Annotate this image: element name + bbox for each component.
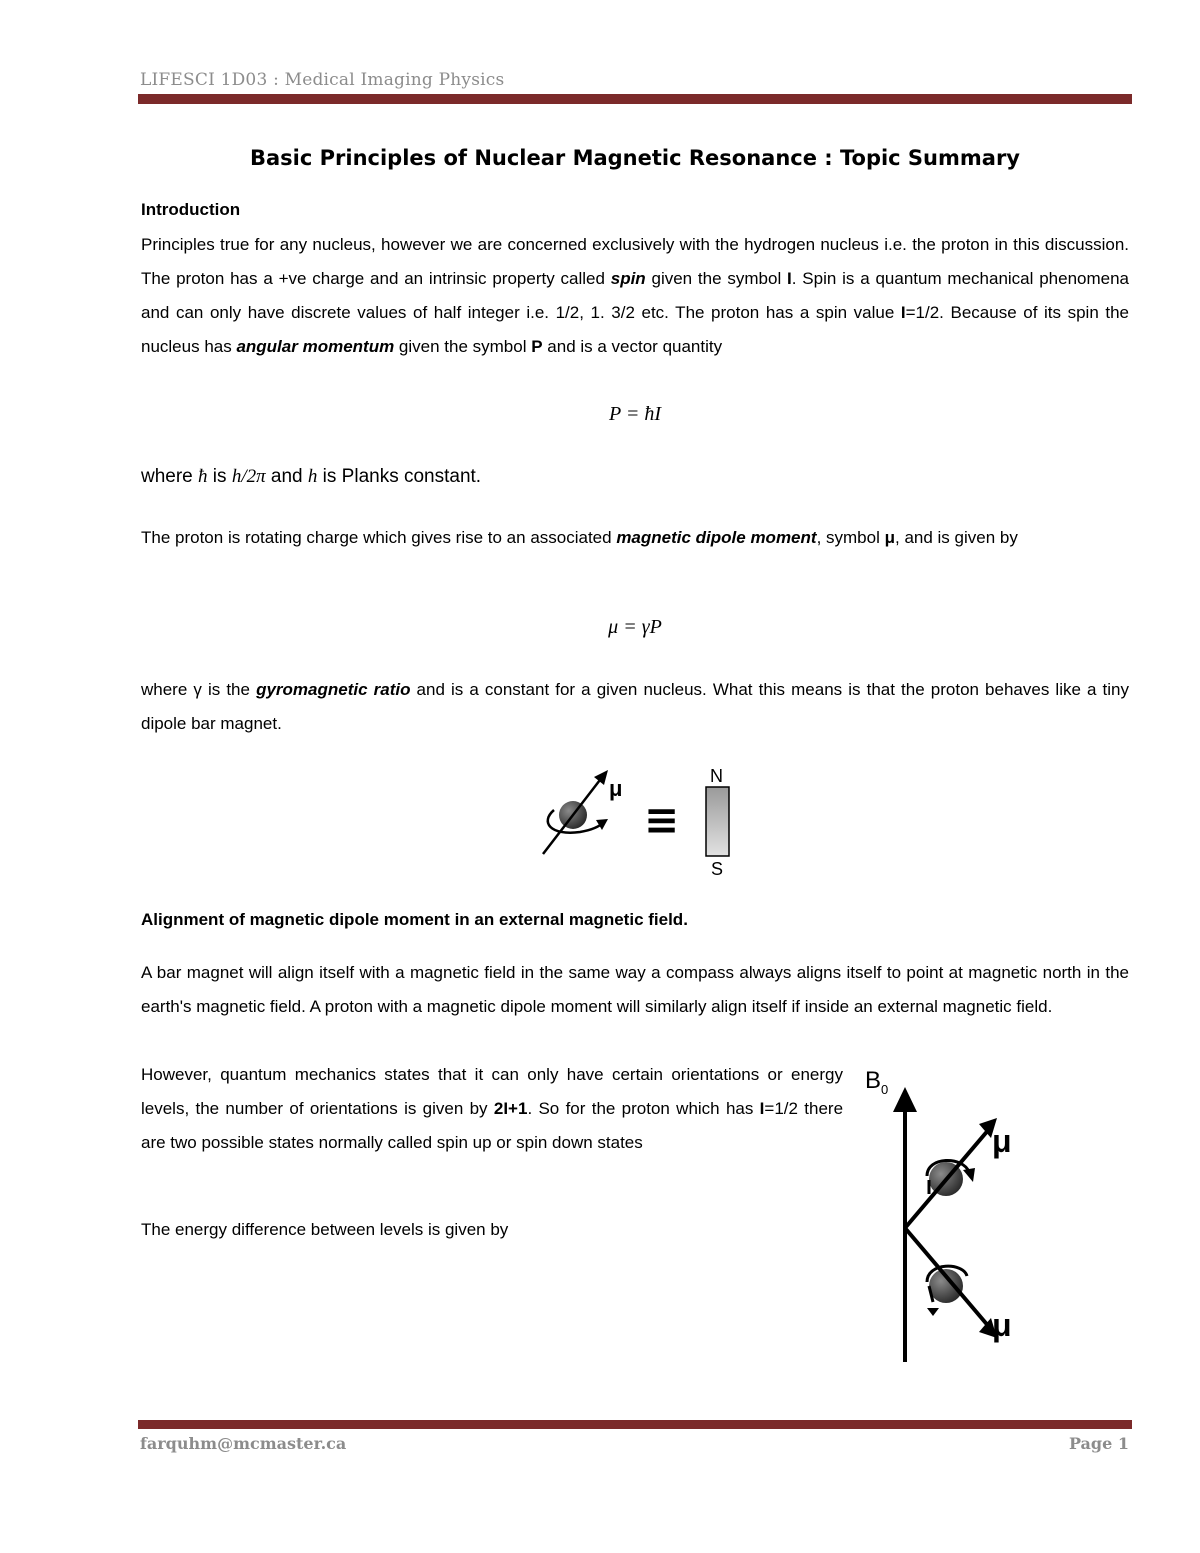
page-number: Page 1 bbox=[1068, 1434, 1129, 1453]
course-header: LIFESCI 1D03 : Medical Imaging Physics bbox=[140, 70, 505, 90]
b0-label: $B_0$ bbox=[865, 1067, 889, 1097]
term-spin: spin bbox=[610, 269, 646, 288]
spin-axis bbox=[543, 776, 603, 854]
spin-up-axis bbox=[905, 1128, 990, 1228]
b0-arrowhead bbox=[893, 1087, 917, 1112]
mu-up-label: μ bbox=[992, 1123, 1012, 1159]
mu-label: μ bbox=[609, 776, 623, 801]
spin-states-figure bbox=[855, 1060, 1035, 1370]
intro-paragraph-1: Principles true for any nucleus, however we are concerned exclusively with the hydrogen nucleus i.e. the proton in this discussion. The proton has a +ve charge and an intrinsic property called spin given the symbol I. Spin is a quantum mechanical phenomena and can only have discrete values of half integer i.e. 1/2, 1. 3/2 etc. The proton has a spin value I=1/2. Because of its spin the nucleus has angular momentum given the symbol P and is a vector quantity bbox=[141, 235, 1130, 356]
header-rule bbox=[138, 94, 1132, 104]
alignment-paragraph-2: However, quantum mechanics states that it can only have certain orientations or energy levels, the number of orientations is given by 2I+1. So for the proton which has I=1/2 there are two possible states normally called spin up or spin down states bbox=[141, 1065, 844, 1152]
axis-arrowhead bbox=[594, 770, 608, 785]
mu-down-label: μ bbox=[992, 1307, 1012, 1343]
footer-email: farquhm@mcmaster.ca bbox=[140, 1434, 347, 1453]
equation-dipole-moment: μ = γP bbox=[608, 616, 662, 638]
footer-rule bbox=[138, 1420, 1132, 1429]
intro-heading: Introduction bbox=[141, 200, 241, 219]
north-label: N bbox=[710, 766, 723, 786]
term-gyromagnetic-ratio: gyromagnetic ratio bbox=[256, 680, 411, 699]
alignment-paragraph-1: A bar magnet will align itself with a magnetic field in the same way a compass always aligns itself to point at magnetic north in the earth's magnetic field. A proton with a magnetic dipole moment will similarly align itself if inside an external magnetic field. bbox=[141, 963, 1129, 1016]
proton-bar-magnet-figure bbox=[530, 760, 760, 885]
spin-down-axis bbox=[905, 1228, 990, 1328]
alignment-heading: Alignment of magnetic dipole moment in an external magnetic field. bbox=[141, 910, 688, 929]
equivalence-symbol: ≡ bbox=[644, 795, 680, 844]
term-angular-momentum: angular momentum bbox=[236, 337, 395, 356]
intro-paragraph-2: The proton is rotating charge which gives rise to an associated magnetic dipole moment, symbol μ, and is given by bbox=[141, 528, 1018, 547]
page-title: Basic Principles of Nuclear Magnetic Resonance : Topic Summary bbox=[249, 146, 1020, 170]
term-magnetic-dipole-moment: magnetic dipole moment bbox=[616, 528, 817, 547]
alignment-paragraph-3: The energy difference between levels is given by bbox=[141, 1220, 509, 1239]
hbar-definition: where ħ is h/2π and h is Planks constant. bbox=[141, 466, 482, 487]
intro-paragraph-3: where γ is the gyromagnetic ratio and is a constant for a given nucleus. What this means is that the proton behaves like a tiny dipole bar magnet. bbox=[141, 680, 1130, 733]
equation-angular-momentum: P = ħI bbox=[608, 403, 661, 425]
south-label: S bbox=[711, 859, 724, 879]
bar-magnet bbox=[706, 787, 729, 856]
